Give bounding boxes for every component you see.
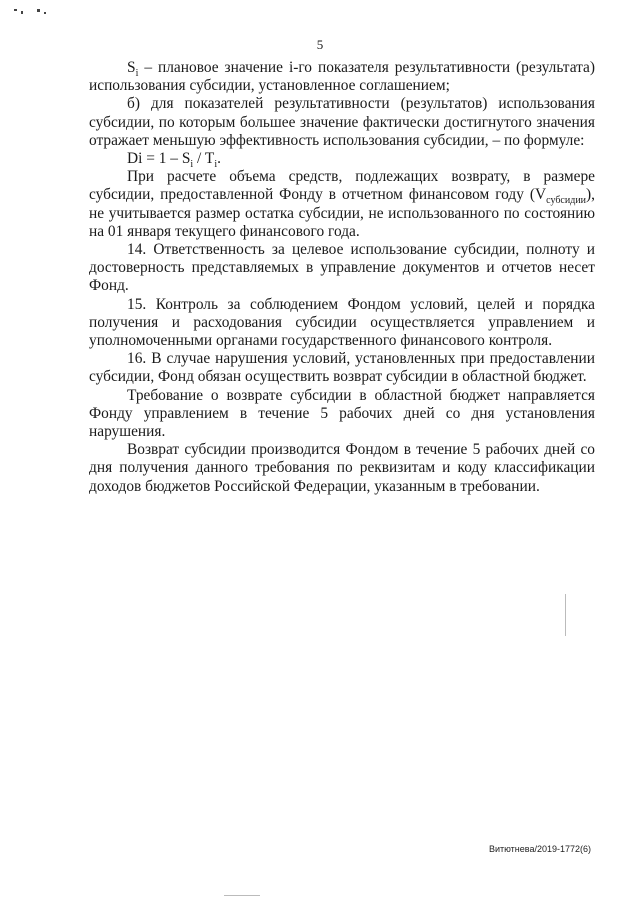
paragraph-14-responsibility: 14. Ответственность за целевое использование субсидии, полноту и достоверность представляемых в управление документов и отчетов несет Фонд.: [89, 241, 595, 295]
scan-speck: [44, 12, 46, 14]
page-number: 5: [316, 37, 324, 52]
scan-speck: [37, 9, 40, 12]
paragraph-refund-execution: Возврат субсидии производится Фондом в течение 5 рабочих дней со дня получения данного требования по реквизитам и коду классификации доходов бюджетов Российской Федерации, указанным в требовании.: [89, 441, 595, 495]
footer-document-code: Витютнева/2019-1772(6): [488, 844, 591, 854]
subscript: i: [190, 159, 194, 171]
paragraph-si-definition: [89, 59, 595, 95]
text-fragment: / T: [193, 150, 215, 168]
paragraph-16-violation: 16. В случае нарушения условий, установленных при предоставлении субсидии, Фонд обязан осуществить возврат субсидии в областной бюджет.: [89, 350, 595, 386]
scan-speck: [21, 11, 23, 14]
text-fragment: ), не учитывается размер остатка субсидии, не использованного по состоянию на 01 января текущего финансового года.: [89, 186, 595, 240]
text-fragment: – плановое значение i-го показателя результативности (результата) использования субсидии, установленное соглашением;: [89, 59, 595, 95]
text-fragment: Di = 1 – S: [127, 150, 191, 168]
formula-di: [89, 150, 595, 171]
paragraph-b-indicators: б) для показателей результативности (результатов) использования субсидии, по которым большее значение фактически достигнутого значения отражает меньшую эффективность использования субсидии, – по формуле:: [89, 95, 595, 149]
scan-speck: [14, 9, 17, 11]
paragraph-refund-calculation: [89, 168, 595, 241]
subscript: i: [135, 68, 139, 80]
scan-mark-line: [565, 594, 566, 636]
subscript: i: [214, 159, 218, 171]
paragraph-refund-demand: Требование о возврате субсидии в областной бюджет направляется Фонду управлением в течение 5 рабочих дней со дня установления нарушения.: [89, 386, 595, 441]
subscript: субсидии: [546, 195, 587, 207]
document-body: [89, 59, 595, 496]
text-fragment: .: [217, 150, 221, 168]
paragraph-15-control: 15. Контроль за соблюдением Фондом условий, целей и порядка получения и расходования субсидии осуществляется управлением и уполномоченными органами государственного финансового контроля.: [89, 295, 595, 350]
scan-mark-line: [224, 895, 260, 896]
text-fragment: При расчете объема средств, подлежащих возврату, в размере субсидии, предоставленной Фонду в отчетном финансовом году (V: [89, 168, 595, 204]
text-fragment: S: [127, 59, 136, 76]
